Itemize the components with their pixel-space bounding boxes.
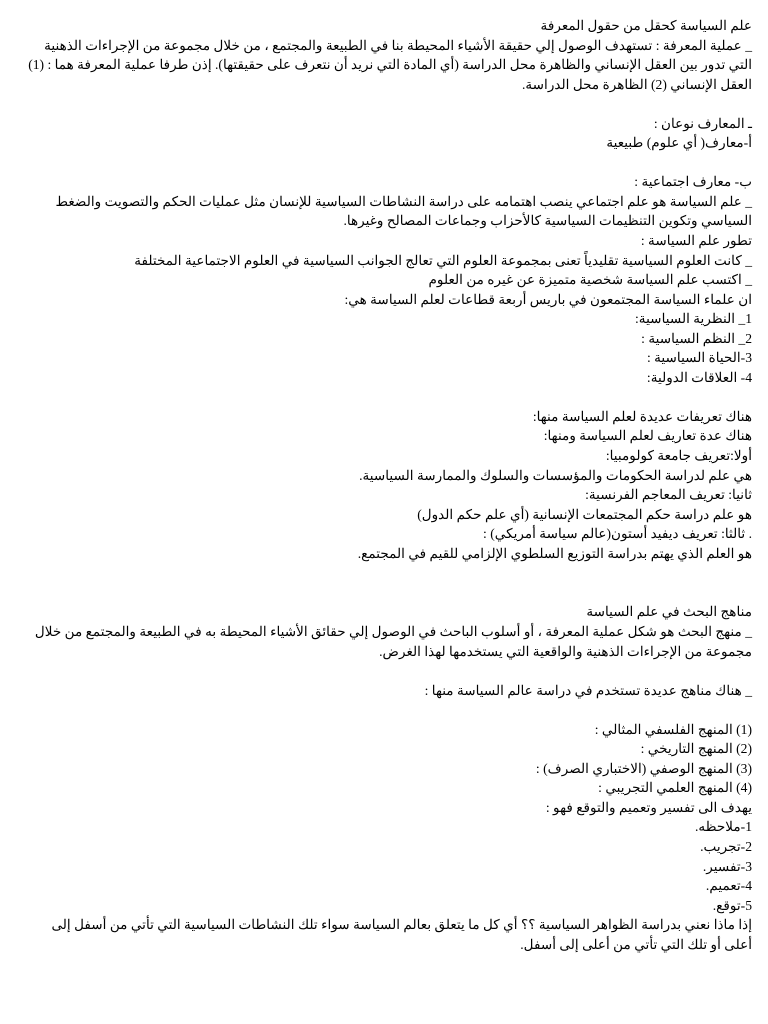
text-line: هناك عدة تعاريف لعلم السياسة ومنها: [543, 428, 752, 444]
blank-line [22, 153, 752, 173]
text-line: أ-معارف( أي علوم) طبيعية [606, 135, 752, 151]
text-line: 4- العلاقات الدولية: [646, 369, 752, 385]
text-line: _ منهج البحث هو شكل عملية المعرفة ، أو أسلوب الباحث في الوصول إلي حقائق الأشياء المحيطة به في الطبيعة والمجتمع من خلال مجموعة من الإجراءات الذهنية والواقعية التي يستخدمها لهذا الغرض. [31, 623, 752, 659]
text-line: هناك تعريفات عديدة لعلم السياسة منها: [532, 408, 752, 424]
blank-line [22, 94, 752, 114]
text-line: مناهج البحث في علم السياسة [586, 604, 752, 620]
text-line: هي علم لدراسة الحكومات والمؤسسات والسلوك والممارسة السياسية. [359, 467, 752, 483]
text-line: 1-ملاحظه. [695, 819, 752, 835]
text-line: (1) المنهج الفلسفي المثالي : [594, 721, 752, 737]
text-line: 1_ النظرية السياسية: [635, 311, 752, 327]
blank-line [22, 563, 752, 583]
blank-line [22, 583, 752, 603]
text-line: _ اكتسب علم السياسة شخصية متميزة عن غيره من العلوم [428, 272, 752, 288]
text-line: أولا:تعريف جامعة كولومبيا: [605, 448, 752, 464]
text-line: _ عملية المعرفة : تستهدف الوصول إلي حقيقة الأشياء المحيطة بنا في الطبيعة والمجتمع ، من خلال مجموعة من الإجراءات الذهنية التي تدور بين العقل الإنساني والظاهرة محل الدراسة (أي المادة التي نريد أن نتعرف على حقيقتها). إذن طرفا عملية المعرفة هما : (1) العقل الإنساني (2) الظاهرة محل الدراسة. [24, 37, 752, 92]
text-line: (3) المنهج الوصفي (الاختباري الصرف) : [535, 760, 752, 776]
text-line: إذا ماذا نعني بدراسة الظواهر السياسية ؟؟ أي كل ما يتعلق بعالم السياسة سواء تلك النشاطات السياسية التي تأتي من أسفل إلى أعلى أو تلك التي تأتي من أعلى إلى أسفل. [48, 917, 752, 952]
blank-line [22, 661, 752, 681]
text-line: . ثالثا: تعريف ديفيد أستون(عالم سياسة أمريكي) : [483, 526, 752, 542]
text-line: 2_ النظم السياسية : [641, 330, 752, 346]
text-line: (2) المنهج التاريخي : [640, 741, 752, 757]
blank-line [22, 700, 752, 720]
text-line: 3-الحياة السياسية : [646, 350, 752, 366]
text-line: ثانيا: تعريف المعاجم الفرنسية: [585, 487, 752, 503]
text-line: علم السياسة كحقل من حقول المعرفة [540, 18, 752, 33]
text-line: 2-تجريب. [700, 838, 752, 854]
text-line: 3-تفسير. [702, 858, 752, 874]
document-body [22, 16, 752, 954]
text-line: هو العلم الذي يهتم بدراسة التوزيع السلطوي الإلزامي للقيم في المجتمع. [357, 545, 752, 561]
text-line: تطور علم السياسة : [640, 233, 752, 249]
text-line: _ هناك مناهج عديدة تستخدم في دراسة عالم السياسة منها : [424, 682, 752, 698]
text-line: ـ المعارف نوعان : [653, 115, 752, 131]
text-line: 5-توقع. [712, 897, 752, 913]
text-line: _ علم السياسة هو علم اجتماعي ينصب اهتمامه على دراسة النشاطات السياسية للإنسان مثل عمليات الحكم والتصويت والضغط السياسي وتكوين التنظيمات السياسية كالأحزاب وجماعات المصالح وغيرها. [52, 193, 752, 229]
text-line: هو علم دراسة حكم المجتمعات الإنسانية (أي علم حكم الدول) [417, 506, 752, 522]
blank-line [22, 387, 752, 407]
text-line: (4) المنهج العلمي التجريبي : [598, 780, 752, 796]
text-line: _ كانت العلوم السياسية تقليدياً تعنى بمجموعة العلوم التي تعالج الجوانب السياسية في العلوم الاجتماعية المختلفة [134, 252, 752, 268]
text-line: 4-تعميم. [705, 878, 752, 894]
text-line: يهدف الى تفسير وتعميم والتوقع فهو : [545, 799, 752, 815]
text-line: ان علماء السياسة المجتمعون في باريس أربعة قطاعات لعلم السياسة هي: [344, 291, 752, 307]
text-line: ب- معارف اجتماعية : [634, 174, 752, 190]
